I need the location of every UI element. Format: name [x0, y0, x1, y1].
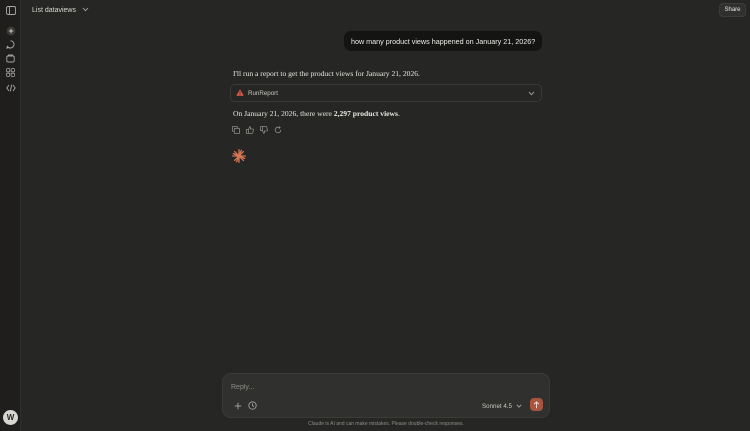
user-message: how many product views happened on January 21, 2026?: [344, 31, 542, 51]
arrow-up-icon: [533, 401, 540, 409]
model-selector[interactable]: [482, 401, 522, 411]
chevron-down-icon[interactable]: [82, 7, 89, 14]
model-label[interactable]: Sonnet 4.5: [482, 402, 512, 410]
warning-icon: [236, 89, 244, 98]
thumbs-down-icon[interactable]: [260, 126, 268, 134]
top-bar: [22, 0, 750, 20]
avatar[interactable]: W: [3, 410, 18, 425]
composer: [222, 373, 550, 418]
tool-call-card[interactable]: [230, 84, 542, 102]
claude-spark-icon: [232, 149, 246, 163]
share-button[interactable]: Share: [719, 3, 746, 17]
chat-title-menu[interactable]: [32, 4, 89, 16]
sidebar-toggle-icon[interactable]: [4, 4, 17, 17]
chats-icon[interactable]: [4, 38, 17, 51]
copy-icon[interactable]: [232, 126, 240, 134]
answer-prefix: On January 21, 2026, there were: [233, 109, 334, 118]
clock-icon[interactable]: [247, 400, 258, 411]
send-button[interactable]: [530, 398, 543, 411]
reply-input[interactable]: [231, 381, 531, 393]
chevron-down-icon[interactable]: [527, 89, 536, 98]
add-attachment-icon[interactable]: [232, 400, 243, 411]
sidebar: [0, 0, 21, 431]
artifacts-icon[interactable]: [4, 66, 17, 79]
message-actions: [232, 126, 282, 134]
projects-icon[interactable]: [4, 52, 17, 65]
assistant-intro-text: I'll run a report to get the product views for January 21, 2026.: [233, 69, 420, 78]
answer-highlight: 2,297 product views: [333, 109, 398, 118]
assistant-answer-text: [233, 109, 400, 118]
new-chat-icon[interactable]: [4, 24, 17, 37]
chevron-down-icon[interactable]: [516, 403, 522, 410]
code-icon[interactable]: [4, 81, 17, 94]
thumbs-up-icon[interactable]: [246, 126, 254, 134]
chat-title[interactable]: List dataviews: [32, 6, 76, 14]
disclaimer-text: Claude is AI and can make mistakes. Please double-check responses.: [308, 421, 464, 427]
answer-suffix: .: [398, 109, 400, 118]
tool-name: RunReport: [248, 89, 278, 97]
retry-icon[interactable]: [274, 126, 282, 134]
